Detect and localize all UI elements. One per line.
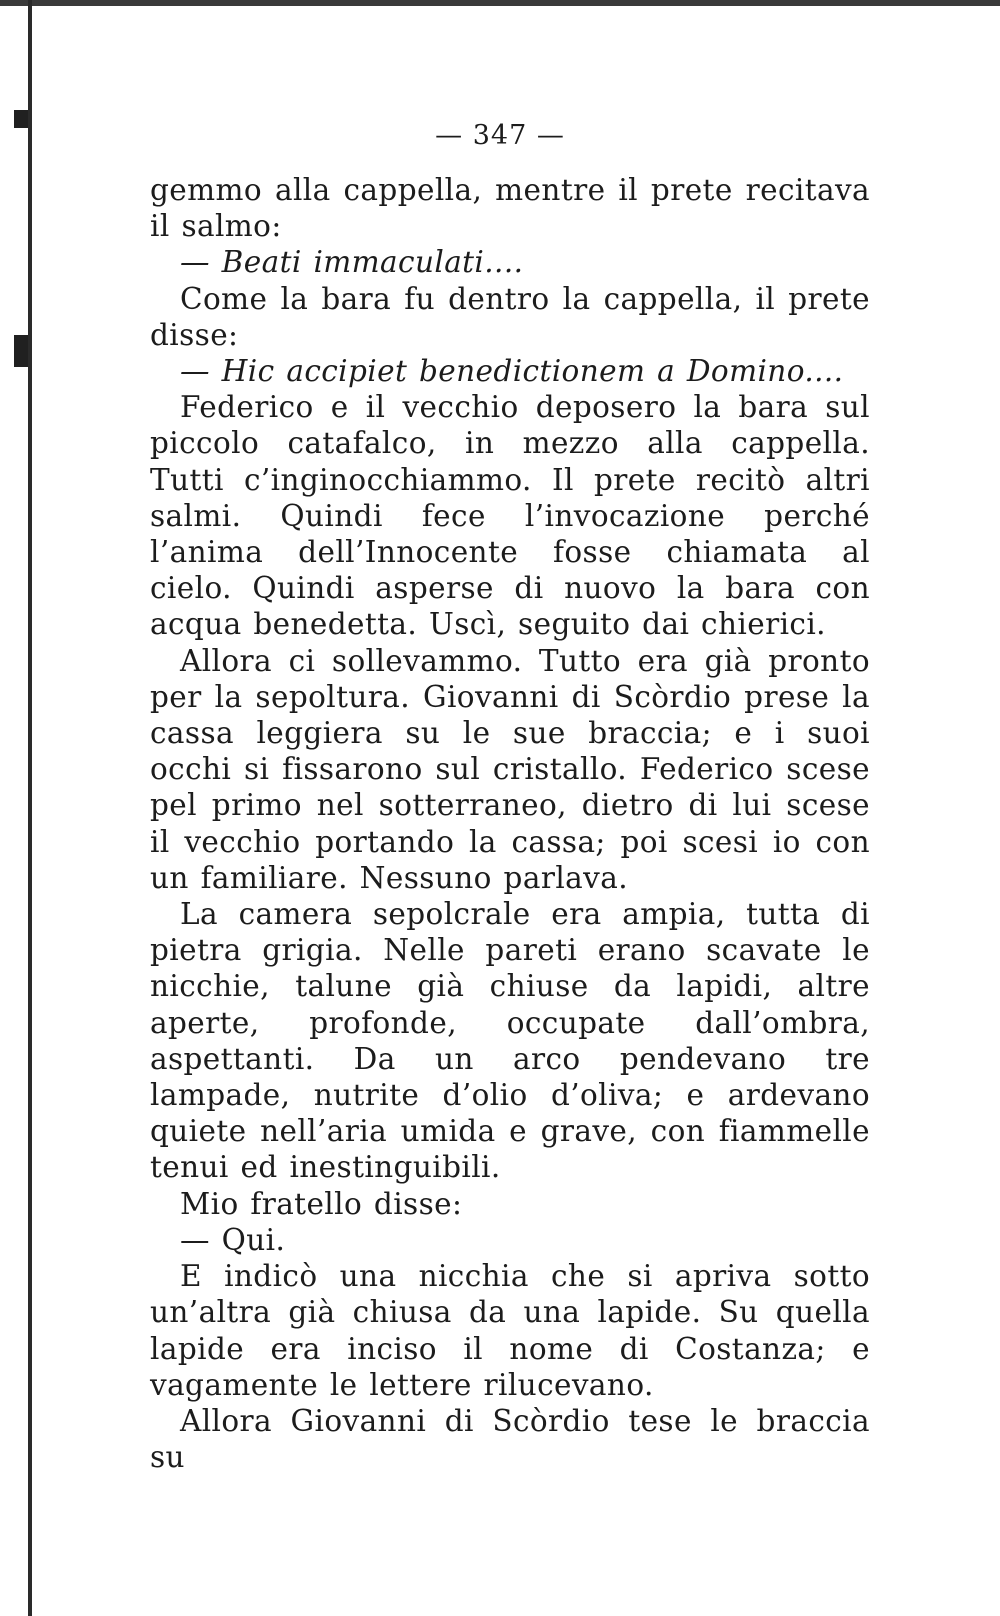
paragraph: Mio fratello disse: bbox=[180, 1186, 463, 1221]
paragraph: E indicò una nicchia che si apriva sotto un’altra già chiusa da una lapide. Su quella lapide era inciso il nome di Costanza; e vagamente le lettere rilucevano. bbox=[150, 1259, 870, 1402]
page-binding-edge bbox=[28, 0, 32, 1616]
paragraph: La camera sepolcrale era ampia, tutta di pietra grigia. Nelle pareti erano scavate le nicchie, talune già chiuse da lapidi, altre aperte, profonde, occupate dall’ombra, aspettanti. Da un arco pendevano tre lampade, nutrite d’olio d’oliva; e ardevano quiete nell’aria umida e grave, con fiammelle tenui ed inestinguibili. bbox=[150, 897, 870, 1185]
dialogue-line: — Qui. bbox=[180, 1222, 286, 1257]
paragraph: gemmo alla cappella, mentre il prete recitava il salmo: bbox=[150, 173, 870, 244]
binding-mark bbox=[14, 335, 28, 367]
latin-quote: — Beati immaculati.... bbox=[180, 245, 524, 280]
page-top-edge bbox=[0, 0, 1000, 6]
paragraph: Allora Giovanni di Scòrdio tese le braccia su bbox=[150, 1403, 870, 1475]
paragraph: Come la bara fu dentro la cappella, il prete disse: bbox=[150, 281, 870, 352]
paragraph: Allora ci sollevammo. Tutto era già pronto per la sepoltura. Giovanni di Scòrdio prese la cassa leggiera su le sue braccia; e i suoi occhi si fissarono sul cristallo. Federico scese pel primo nel sotterraneo, dietro di lui scese il vecchio portando la cassa; poi scesi io con un familiare. Nessuno parlava. bbox=[150, 643, 870, 895]
page-number: — 347 — bbox=[435, 120, 565, 151]
paragraph: Federico e il vecchio deposero la bara sul piccolo catafalco, in mezzo alla cappella. Tutti c’inginocchiammo. Il prete recitò altri salmi. Quindi fece l’invocazione perché l’anima dell’Innocente fosse chiamata al cielo. Quindi asperse di nuovo la bara con acqua benedetta. Uscì, seguito dai chierici. bbox=[150, 390, 870, 642]
body-text bbox=[150, 172, 870, 1475]
latin-quote: — Hic accipiet benedictionem a Domino.... bbox=[180, 354, 844, 389]
